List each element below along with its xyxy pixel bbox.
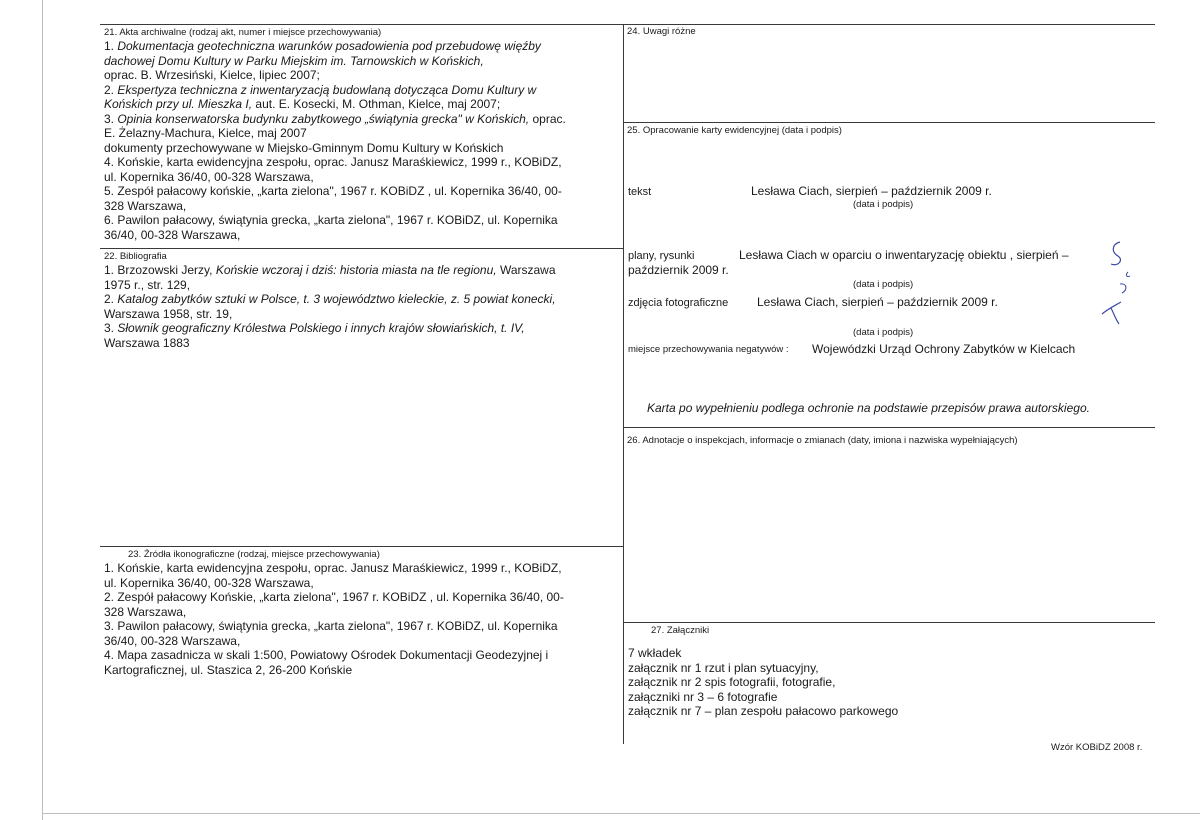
attachment-line: załącznik nr 7 – plan zespołu pałacowo parkowego bbox=[628, 704, 899, 718]
archive-line: 3. Opinia konserwatorska budynku zabytkowego „świątynia grecka" w Końskich, oprac. bbox=[104, 111, 566, 126]
section-27-body bbox=[628, 646, 1148, 719]
iconography-line: 4. Mapa zasadnicza w skali 1:500, Powiatowy Ośrodek Dokumentacji Geodezyjnej i bbox=[104, 648, 549, 662]
section-25-heading: 25. Opracowanie karty ewidencyjnej (data i podpis) bbox=[627, 125, 842, 136]
plany-value-continued: październik 2009 r. bbox=[628, 263, 729, 277]
copyright-notice: Karta po wypełnieniu podlega ochronie na podstawie przepisów prawa autorskiego. bbox=[647, 401, 1090, 415]
section-22-body bbox=[104, 263, 619, 350]
iconography-line: 1. Końskie, karta ewidencyjna zespołu, oprac. Janusz Maraśkiewicz, 1999 r., KOBiDZ, bbox=[104, 561, 562, 575]
attachment-line: 7 wkładek bbox=[628, 646, 682, 660]
section-26-heading: 26. Adnotacje o inspekcjach, informacje o zmianach (daty, imiona i nazwiska wypełniających) bbox=[627, 435, 1018, 446]
section-27-heading: 27. Załączniki bbox=[651, 625, 710, 636]
section-21 bbox=[104, 27, 619, 242]
handwritten-signature bbox=[1094, 236, 1142, 331]
sec25-bottom-border bbox=[623, 427, 1155, 428]
archive-line: 1. Dokumentacja geotechniczna warunków posadowienia pod przebudowę więźby bbox=[104, 39, 541, 53]
archive-line: 36/40, 00-328 Warszawa, bbox=[104, 227, 241, 242]
archive-line: 2. Ekspertyza techniczna z inwentaryzacją budowlaną dotycząca Domu Kultury w bbox=[104, 82, 537, 97]
plany-value: Lesława Ciach w oparciu o inwentaryzację obiektu , sierpień – bbox=[739, 248, 1069, 262]
section-22-heading: 22. Bibliografia bbox=[104, 251, 167, 262]
form-template-footer: Wzór KOBiDZ 2008 r. bbox=[1051, 742, 1143, 753]
attachment-line: załącznik nr 2 spis fotografii, fotografie, bbox=[628, 675, 836, 689]
zdjecia-caption: (data i podpis) bbox=[853, 327, 914, 338]
iconography-line: 328 Warszawa, bbox=[104, 604, 187, 619]
archive-line: E. Żelazny-Machura, Kielce, maj 2007 bbox=[104, 126, 307, 140]
iconography-line: 2. Zespół pałacowy Końskie, „karta zielona", 1967 r. KOBiDZ , ul. Kopernika 36/40, 00- bbox=[104, 590, 564, 604]
iconography-line: 36/40, 00-328 Warszawa, bbox=[104, 633, 241, 648]
tekst-caption: (data i podpis) bbox=[853, 199, 914, 210]
plany-label: plany, rysunki bbox=[628, 250, 695, 262]
tekst-value: Lesława Ciach, sierpień – październik 2009 r. bbox=[751, 184, 992, 198]
section-23 bbox=[104, 549, 619, 677]
section-23-heading: 23. Źródła ikonograficzne (rodzaj, miejsce przechowywania) bbox=[128, 549, 380, 560]
tekst-label: tekst bbox=[628, 186, 652, 198]
archive-line: oprac. B. Wrzesiński, Kielce, lipiec 2007; bbox=[104, 68, 320, 82]
attachment-line: załącznik nr 1 rzut i plan sytuacyjny, bbox=[628, 660, 819, 675]
sec26-bottom-border bbox=[623, 622, 1155, 623]
section-27 bbox=[628, 625, 1148, 719]
negatywy-value: Wojewódzki Urząd Ochrony Zabytków w Kielcach bbox=[812, 342, 1076, 356]
archive-line: dokumenty przechowywane w Miejsko-Gminnym Domu Kultury w Końskich bbox=[104, 140, 504, 155]
bibliography-line: 2. Katalog zabytków sztuki w Polsce, t. 3 województwo kieleckie, z. 5 powiat konecki, bbox=[104, 292, 556, 306]
iconography-line: Kartograficznej, ul. Staszica 2, 26-200 Końskie bbox=[104, 662, 353, 677]
zdjecia-label: zdjęcia fotograficzne bbox=[628, 297, 729, 309]
bibliography-line: 1. Brzozowski Jerzy, Końskie wczoraj i dziś: historia miasta na tle regionu, Warszawa bbox=[104, 263, 556, 277]
attachment-line: załączniki nr 3 – 6 fotografie bbox=[628, 689, 778, 704]
archive-line: 6. Pawilon pałacowy, świątynia grecka, „karta zielona", 1967 r. KOBiDZ, ul. Kopernika bbox=[104, 213, 558, 227]
bibliography-line: 1975 r., str. 129, bbox=[104, 277, 191, 292]
archive-line: Końskich przy ul. Mieszka I, aut. E. Kosecki, M. Othman, Kielce, maj 2007; bbox=[104, 97, 501, 111]
section-22 bbox=[104, 251, 619, 350]
bibliography-line: 3. Słownik geograficzny Królestwa Polskiego i innych krajów słowiańskich, t. IV, bbox=[104, 321, 525, 335]
archive-line: 5. Zespół pałacowy końskie, „karta zielona", 1967 r. KOBiDZ , ul. Kopernika 36/40, 00- bbox=[104, 184, 562, 198]
section-24-heading: 24. Uwagi różne bbox=[627, 26, 696, 37]
section-21-heading: 21. Akta archiwalne (rodzaj akt, numer i miejsce przechowywania) bbox=[104, 27, 382, 38]
plany-caption: (data i podpis) bbox=[853, 279, 914, 290]
sec21-bottom-border bbox=[100, 248, 623, 249]
archive-line: ul. Kopernika 36/40, 00-328 Warszawa, bbox=[104, 169, 314, 184]
sec22-bottom-border bbox=[100, 546, 623, 547]
scan-left-edge bbox=[42, 0, 43, 820]
iconography-line: 3. Pawilon pałacowy, świątynia grecka, „karta zielona", 1967 r. KOBiDZ, ul. Kopernika bbox=[104, 619, 558, 633]
archive-line: 328 Warszawa, bbox=[104, 198, 187, 213]
bibliography-line: Warszawa 1883 bbox=[104, 335, 190, 350]
sec24-bottom-border bbox=[623, 122, 1155, 123]
bibliography-line: Warszawa 1958, str. 19, bbox=[104, 306, 233, 321]
top-border bbox=[100, 24, 1155, 25]
iconography-line: ul. Kopernika 36/40, 00-328 Warszawa, bbox=[104, 575, 314, 590]
archive-line: 4. Końskie, karta ewidencyjna zespołu, oprac. Janusz Maraśkiewicz, 1999 r., KOBiDZ, bbox=[104, 155, 562, 169]
negatywy-label: miejsce przechowywania negatywów : bbox=[628, 344, 789, 355]
scan-bottom-edge bbox=[42, 813, 1200, 814]
zdjecia-value: Lesława Ciach, sierpień – październik 2009 r. bbox=[757, 295, 998, 309]
archive-line: dachowej Domu Kultury w Parku Miejskim im. Tarnowskich w Końskich, bbox=[104, 53, 484, 68]
section-23-body bbox=[104, 561, 619, 677]
section-21-body bbox=[104, 39, 619, 242]
column-divider bbox=[623, 24, 624, 744]
